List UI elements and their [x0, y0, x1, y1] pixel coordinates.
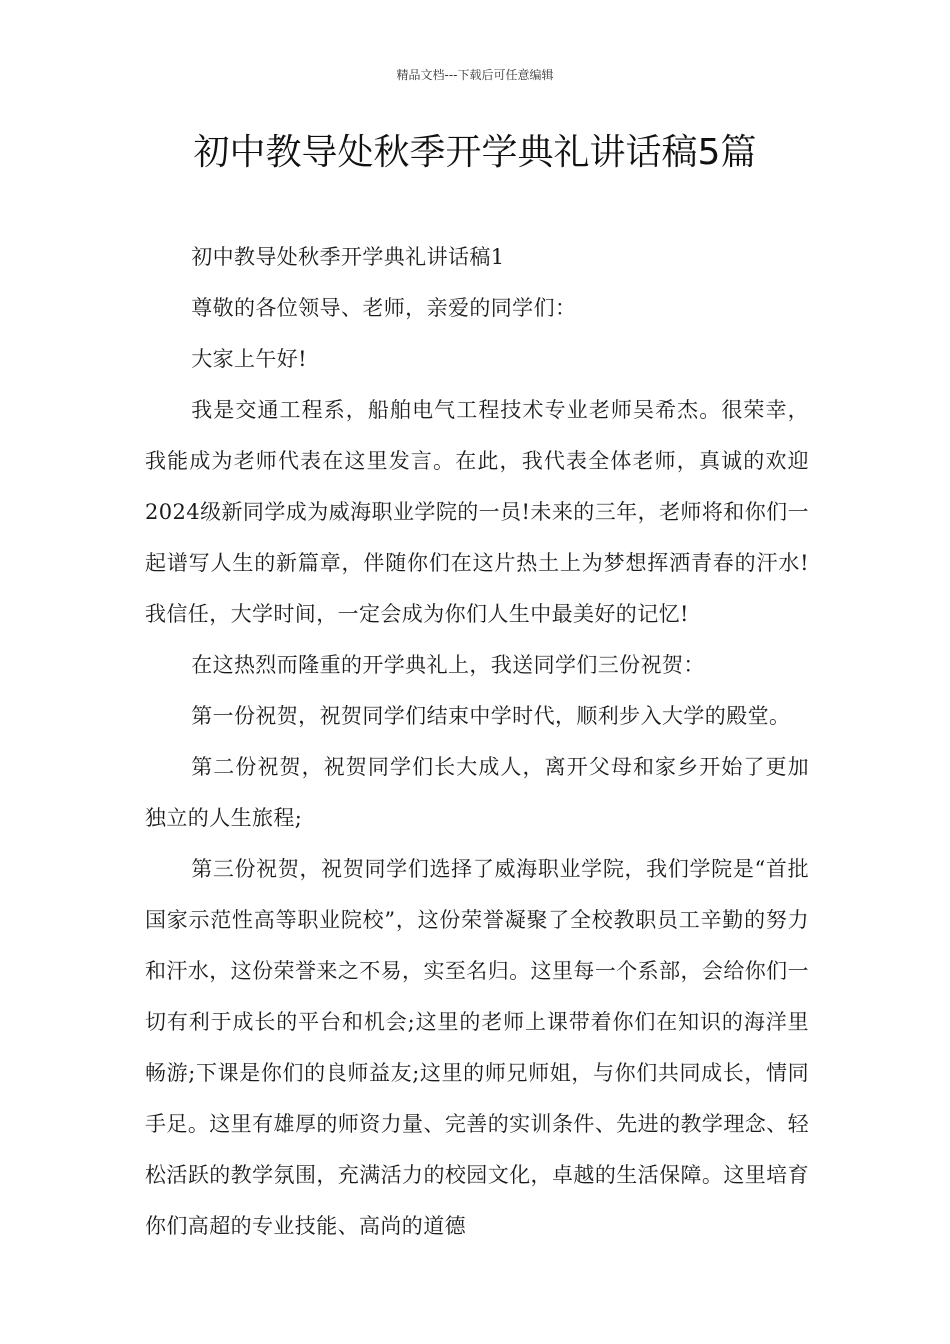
- document-title: 初中教导处秋季开学典礼讲话稿5篇: [193, 132, 757, 173]
- paragraph-salutation: 尊敬的各位领导、老师，亲爱的同学们：: [191, 296, 577, 320]
- paragraph-subtitle: 初中教导处秋季开学典礼讲话稿1: [191, 245, 505, 269]
- paragraph-greeting: 大家上午好!: [191, 347, 308, 371]
- document-body: [145, 232, 809, 1252]
- paragraph-blessings-intro: 在这热烈而隆重的开学典礼上，我送同学们三份祝贺：: [191, 653, 705, 677]
- paragraph-blessing-two: 第二份祝贺，祝贺同学们长大成人，离开父母和家乡开始了更加独立的人生旅程;: [145, 755, 809, 830]
- paragraph-blessing-one: 第一份祝贺，祝贺同学们结束中学时代，顺利步入大学的殿堂。: [191, 704, 791, 728]
- paragraph-blessing-three: 第三份祝贺，祝贺同学们选择了威海职业学院，我们学院是“首批国家示范性高等职业院校”，这份荣誉凝聚了全校教职员工辛勤的努力和汗水，这份荣誉来之不易，实至名归。这里每一个系部，会给你们一切有利于成长的平台和机会;这里的老师上课带着你们在知识的海洋里畅游;下课是你们的良师益友;这里的师兄师姐，与你们共同成长，情同手足。这里有雄厚的师资力量、完善的实训条件、先进的教学理念、轻松活跃的教学氛围，充满活力的校园文化，卓越的生活保障。这里培育你们高超的专业技能、高尚的道德: [145, 857, 809, 1238]
- header-note: 精品文档---下载后可任意编辑: [396, 68, 554, 82]
- paragraph-introduction: 我是交通工程系，船舶电气工程技术专业老师吴希杰。很荣幸，我能成为老师代表在这里发言。在此，我代表全体老师，真诚的欢迎2024级新同学成为威海职业学院的一员!未来的三年，老师将和你们一起谱写人生的新篇章，伴随你们在这片热土上为梦想挥洒青春的汗水!我信任，大学时间，一定会成为你们人生中最美好的记忆!: [145, 398, 809, 626]
